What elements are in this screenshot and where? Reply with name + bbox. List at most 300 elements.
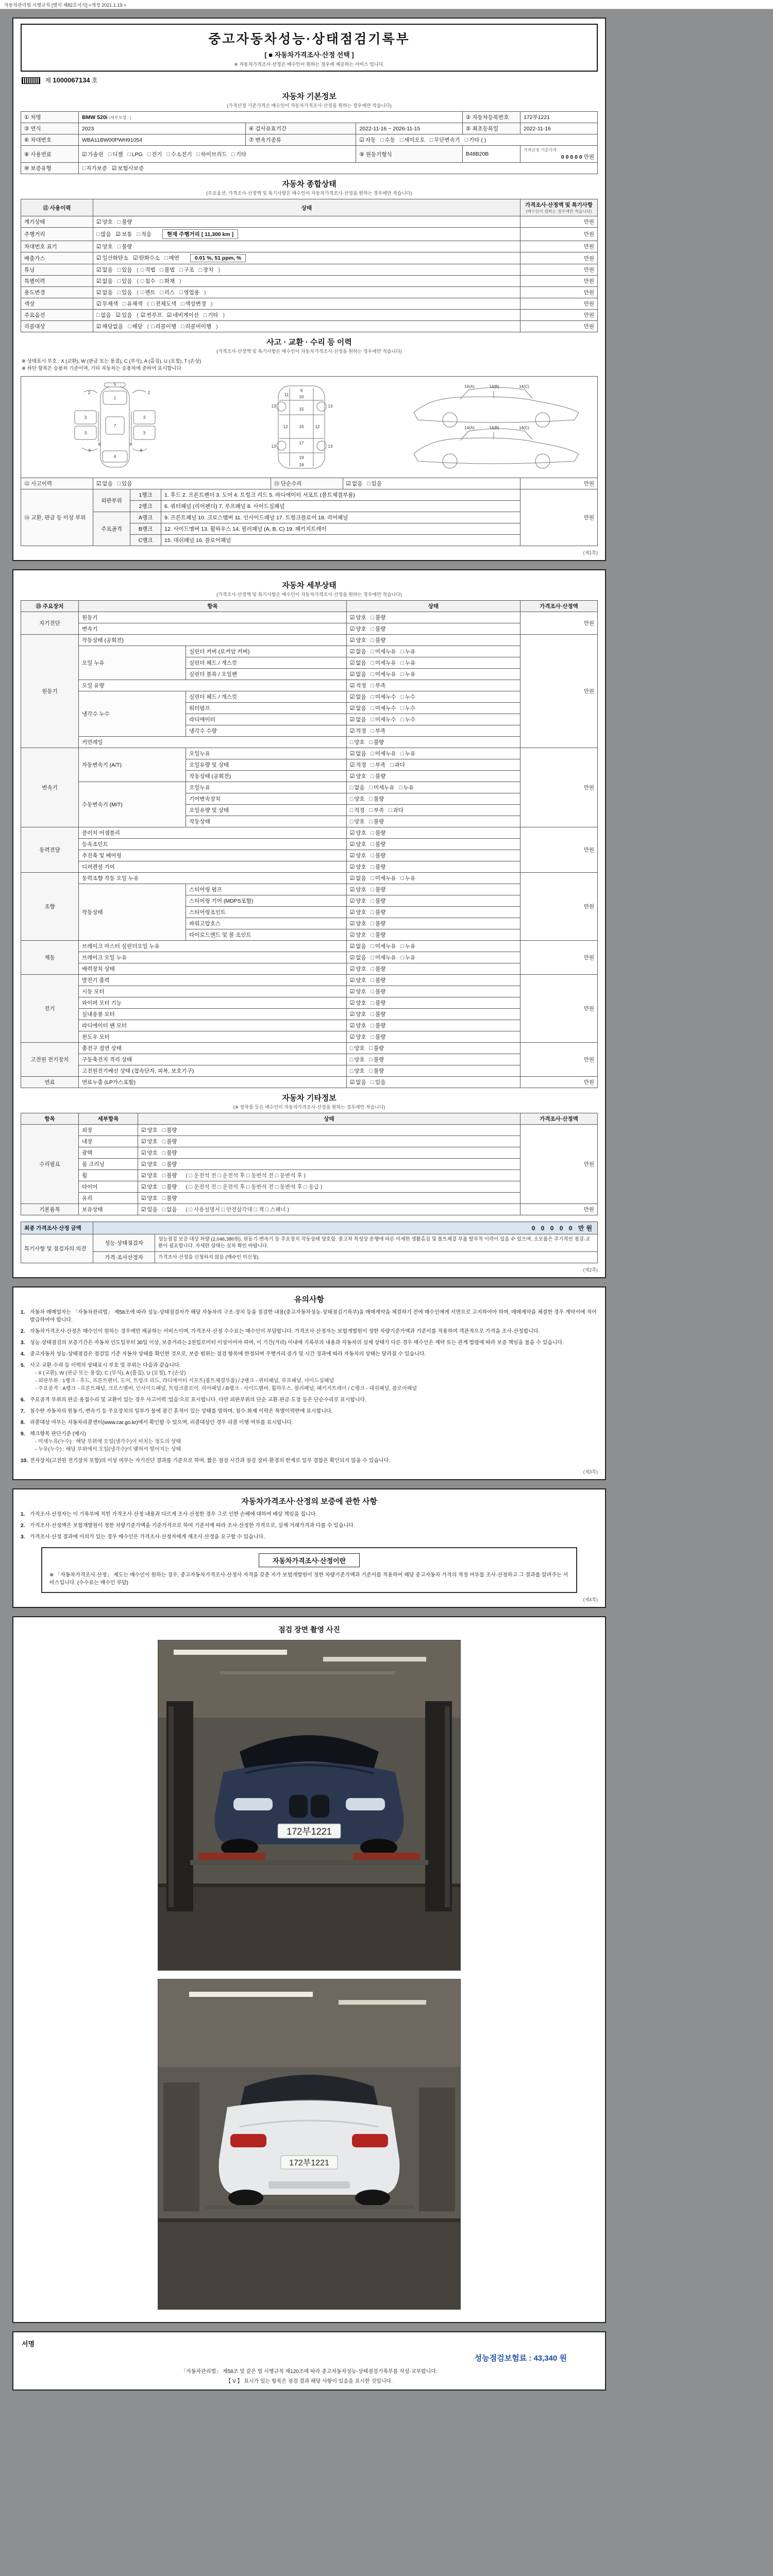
- checkbox-option[interactable]: [350, 887, 366, 893]
- checkbox-option[interactable]: [96, 278, 113, 284]
- checkbox-option[interactable]: [141, 1150, 158, 1156]
- notice-item: [21, 1339, 598, 1347]
- checkbox-option[interactable]: [179, 267, 194, 273]
- item-state: □ 없음 ☑ 있음 ( ☑ 썬루프 ☑ 네비게이션 □ 기타 ): [93, 310, 520, 321]
- checkbox-option[interactable]: [371, 615, 386, 621]
- checkbox-option[interactable]: [350, 875, 366, 882]
- checkbox-option[interactable]: [371, 977, 386, 984]
- detail-table: [21, 600, 598, 1088]
- option-label: 양호: [356, 1022, 366, 1029]
- checkbox-option[interactable]: [160, 290, 175, 296]
- unchecked-box-icon: □: [371, 625, 374, 632]
- checkbox-option[interactable]: [350, 705, 366, 711]
- checkbox-option[interactable]: [371, 864, 386, 870]
- item-label: 브레이크 마스터 실린더오일 누유: [79, 940, 347, 952]
- checkbox-option[interactable]: [123, 301, 143, 307]
- checkbox-option[interactable]: [371, 1000, 386, 1006]
- checkbox-option[interactable]: [350, 989, 366, 995]
- option-label: 자가보증: [86, 165, 107, 172]
- overall-header-state: 상태: [93, 199, 520, 216]
- checkbox-option[interactable]: [160, 267, 175, 273]
- item-label: 차대번호 표기: [21, 241, 93, 252]
- item-label: 리콜대상: [21, 321, 93, 332]
- checkbox-option[interactable]: [350, 943, 366, 950]
- checkbox-option[interactable]: [371, 989, 386, 995]
- checkbox-option[interactable]: [231, 151, 246, 158]
- option-label: 양호: [147, 1172, 158, 1179]
- checkbox-option[interactable]: [350, 728, 366, 734]
- insurance-fee-label: 성능점검보험료: [474, 2354, 527, 2363]
- checkbox-option[interactable]: [380, 137, 395, 143]
- checkbox-option[interactable]: [133, 255, 160, 261]
- checkbox-option[interactable]: [96, 324, 123, 330]
- checkbox-option[interactable]: [401, 649, 416, 655]
- checkbox-option[interactable]: [350, 717, 366, 723]
- option-label: 양호: [356, 931, 366, 938]
- checkbox-option[interactable]: [371, 966, 386, 972]
- checkbox-option[interactable]: [350, 762, 366, 768]
- item-label: 작동상태: [186, 816, 347, 827]
- table-row: [21, 512, 598, 523]
- item-label: 동력조향 작동 오일 누유: [79, 872, 347, 884]
- checkbox-option[interactable]: [350, 1068, 365, 1074]
- option-label: 불량: [166, 1183, 177, 1190]
- checkbox-option[interactable]: [350, 1045, 365, 1052]
- base-price-unit: 만원: [583, 154, 594, 160]
- item-label: 유리: [79, 1192, 138, 1204]
- checkbox-option[interactable]: [160, 278, 175, 284]
- option-label: 자동: [365, 137, 376, 143]
- checkbox-option[interactable]: [371, 875, 396, 882]
- checkbox-option[interactable]: [350, 751, 366, 757]
- checkbox-option[interactable]: [350, 1057, 365, 1063]
- svg-text:13: 13: [271, 403, 276, 409]
- checkbox-option[interactable]: [141, 1195, 158, 1201]
- etc-title: 자동차 기타정보: [282, 1093, 337, 1103]
- option-label: 하이브리드: [200, 151, 227, 158]
- notice-text: 가격조사·산정 결과에 이의가 있는 경우 매수인은 가격조사·산정자에게 재조사·산정을 요구할 수 있습니다.: [30, 1534, 265, 1540]
- checkbox-option[interactable]: [96, 290, 113, 296]
- appraiser-label: 가격·조사산정자: [93, 1252, 155, 1263]
- option-label: 해당없음: [102, 324, 123, 330]
- checkbox-option[interactable]: [401, 751, 416, 757]
- checked-box-icon: ☑: [349, 999, 355, 1006]
- checkbox-option[interactable]: [141, 1161, 158, 1167]
- checkbox-option[interactable]: [346, 481, 363, 487]
- checked-box-icon: ☑: [141, 1161, 146, 1167]
- svg-text:16: 16: [299, 424, 304, 429]
- option-label: 불량: [373, 1056, 384, 1063]
- checkbox-option[interactable]: [162, 1150, 177, 1156]
- checkbox-option[interactable]: [350, 637, 366, 643]
- first-reg-value: 2022-11-16: [520, 123, 598, 134]
- checkbox-option[interactable]: [401, 660, 416, 666]
- checked-box-icon: ☑: [349, 1011, 355, 1018]
- unchecked-box-icon: □: [117, 267, 121, 273]
- checkbox-option[interactable]: [96, 267, 113, 273]
- checkbox-option[interactable]: [350, 683, 366, 689]
- detail-row: [21, 997, 598, 1008]
- detail-row: [21, 872, 598, 884]
- checkbox-option[interactable]: [400, 137, 425, 143]
- checkbox-option[interactable]: [350, 649, 366, 655]
- item-label: 추진축 및 베어링: [79, 850, 347, 861]
- checked-box-icon: ☑: [96, 480, 102, 487]
- checkbox-option[interactable]: [350, 977, 366, 984]
- unchecked-box-icon: □: [162, 1195, 166, 1201]
- checkbox-option[interactable]: [367, 481, 382, 487]
- checkbox-option[interactable]: [350, 796, 365, 802]
- checkbox-option[interactable]: [389, 807, 404, 814]
- checkbox-option[interactable]: [199, 267, 214, 273]
- unchecked-box-icon: □: [371, 705, 374, 711]
- checkbox-option[interactable]: [371, 841, 386, 848]
- checkbox-option[interactable]: [196, 151, 227, 158]
- option-label: 리콜이행: [155, 324, 177, 330]
- car-name-value: [79, 112, 463, 123]
- checkbox-option[interactable]: [369, 1045, 384, 1052]
- checkbox-option[interactable]: [141, 1127, 158, 1133]
- checkbox-option[interactable]: [350, 773, 366, 779]
- checkbox-option[interactable]: [371, 694, 396, 700]
- checkbox-option[interactable]: [371, 626, 386, 632]
- item-state: [346, 759, 520, 770]
- checkbox-option[interactable]: [137, 231, 152, 238]
- checkbox-option[interactable]: [371, 751, 396, 757]
- notice-text: 주요골격 부위의 판금·용접수리 및 교환이 있는 경우 사고이력 '있음'으로 표시합니다. 다만 외판부위의 단순 교환·판금·도장 등은 단순수리로 표시합니다.: [30, 1397, 367, 1403]
- checkbox-option[interactable]: [350, 1034, 366, 1040]
- checkbox-option[interactable]: [350, 853, 366, 859]
- unchecked-box-icon: □: [349, 1056, 354, 1063]
- checkbox-option[interactable]: [151, 301, 176, 307]
- option-label: 있음: [122, 312, 132, 318]
- checkbox-option[interactable]: [371, 853, 386, 859]
- checkbox-option[interactable]: [430, 137, 460, 143]
- checkbox-option[interactable]: [82, 151, 104, 158]
- checkbox-option[interactable]: [371, 1011, 386, 1018]
- notice-number: 5.: [21, 1363, 25, 1369]
- checkbox-option[interactable]: [128, 324, 143, 330]
- checkbox-option[interactable]: [371, 660, 396, 666]
- option-label: 양호: [354, 739, 365, 745]
- basic-info-title: 자동차 기본정보: [282, 92, 337, 101]
- option-label: 불량: [122, 219, 132, 225]
- checkbox-option[interactable]: [371, 955, 396, 961]
- unchecked-box-icon: □: [369, 739, 373, 745]
- checkbox-option[interactable]: [117, 267, 132, 273]
- option-label: 없음: [356, 1079, 366, 1086]
- checkbox-option[interactable]: [350, 819, 365, 825]
- checkbox-option[interactable]: [350, 1011, 366, 1018]
- checkbox-option[interactable]: [350, 966, 366, 972]
- checkbox-option[interactable]: [162, 1173, 177, 1179]
- notice-item: [21, 1362, 598, 1393]
- checkbox-option[interactable]: [465, 137, 486, 143]
- checkbox-option[interactable]: [371, 909, 386, 916]
- notice-text: 중고자동차 성능·상태점검은 점검일 기준 자동차 상태를 확인한 것으로, 보증 범위는 점검 항목에 한정되며 주행거리 증가 및 시간 경과에 따라 자동차의 상태는 달라질 수 있습니다.: [30, 1351, 426, 1358]
- notice-text: 성능·상태점검의 보증기간은 자동차 인도일부터 30일 이상, 보증거리는 2천킬로미터 이상이어야 하며, 이 기간(거리) 이내에 기록부의 내용과 자동차의 실제 상태가 다른 경우 매수인은 계약 또는 관계 법령에 따라 보증 책임을 물을 수 있습니다.: [30, 1340, 564, 1346]
- checkbox-option[interactable]: [401, 955, 416, 961]
- item-label: 실린더 블록 / 오일팬: [186, 668, 347, 680]
- checkbox-option[interactable]: [401, 875, 416, 882]
- checkbox-option[interactable]: [147, 151, 162, 158]
- checkbox-option[interactable]: [141, 1207, 158, 1213]
- checkbox-option[interactable]: [371, 728, 386, 734]
- option-label: 누유: [405, 671, 416, 677]
- item-label: 휠: [79, 1170, 138, 1181]
- option-label: 없음: [102, 267, 113, 273]
- checkbox-option[interactable]: [151, 324, 176, 330]
- item-state: [138, 1170, 520, 1181]
- checkbox-option[interactable]: [350, 694, 366, 700]
- checkbox-option[interactable]: [162, 1195, 177, 1201]
- checkbox-option[interactable]: [350, 841, 366, 848]
- checkbox-option[interactable]: [350, 909, 366, 916]
- checkbox-option[interactable]: [359, 137, 376, 143]
- checkbox-option[interactable]: [350, 932, 366, 938]
- checkbox-option[interactable]: [204, 312, 219, 318]
- checkbox-option[interactable]: [350, 785, 365, 791]
- option-label: 영업용: [183, 290, 199, 296]
- checkbox-option[interactable]: [116, 231, 132, 238]
- checkbox-option[interactable]: [350, 955, 366, 961]
- option-label: 없음: [356, 659, 366, 666]
- checkbox-option[interactable]: [117, 219, 132, 225]
- checkbox-option[interactable]: [390, 762, 405, 768]
- checkbox-option[interactable]: [167, 151, 192, 158]
- option-label: 수동: [384, 137, 395, 143]
- price-cell: 만원: [520, 287, 598, 298]
- checked-box-icon: ☑: [96, 267, 102, 273]
- overall-row: [21, 287, 598, 298]
- checkbox-option[interactable]: [371, 1023, 386, 1029]
- checkbox-option[interactable]: [141, 1184, 158, 1190]
- extra-value: 0.01 %, 51 ppm, %: [190, 254, 246, 262]
- checkbox-option[interactable]: [371, 1079, 386, 1086]
- checkbox-option[interactable]: [117, 481, 132, 487]
- checkbox-option[interactable]: [401, 694, 416, 700]
- detail-row: [21, 986, 598, 997]
- checked-box-icon: ☑: [115, 231, 121, 238]
- item-state: [346, 952, 520, 963]
- checked-box-icon: ☑: [349, 1033, 355, 1040]
- price-cell: 만원: [520, 974, 598, 1042]
- checkbox-option[interactable]: [371, 921, 386, 927]
- option-label: 기타: [236, 151, 247, 158]
- checkbox-option[interactable]: [350, 626, 366, 632]
- checkbox-option[interactable]: [96, 219, 113, 225]
- option-label: 불량: [373, 1067, 384, 1074]
- option-label: 불량: [375, 931, 386, 938]
- checkbox-option[interactable]: [399, 785, 414, 791]
- checkbox-option[interactable]: [96, 312, 111, 318]
- checkbox-option[interactable]: [369, 819, 384, 825]
- reg-no-value: 172부1221: [520, 112, 598, 123]
- option-label: 적정: [356, 682, 366, 689]
- checkbox-option[interactable]: [141, 278, 156, 284]
- checkbox-option[interactable]: [128, 151, 143, 158]
- checkbox-option[interactable]: [371, 649, 396, 655]
- checked-box-icon: ☑: [349, 977, 355, 984]
- checkbox-option[interactable]: [141, 1173, 158, 1179]
- checkbox-option[interactable]: [371, 943, 396, 950]
- checkbox-option[interactable]: [141, 267, 156, 273]
- checkbox-option[interactable]: [350, 807, 365, 814]
- checkbox-option[interactable]: [350, 1000, 366, 1006]
- checkbox-option[interactable]: [350, 660, 366, 666]
- svg-text:14(C): 14(C): [518, 425, 530, 430]
- svg-text:3: 3: [84, 415, 87, 420]
- checkbox-option[interactable]: [371, 773, 386, 779]
- checkbox-option[interactable]: [181, 324, 211, 330]
- checkbox-option[interactable]: [371, 671, 396, 677]
- checked-box-icon: ☑: [349, 897, 355, 904]
- checkbox-option[interactable]: [141, 312, 162, 318]
- unchecked-box-icon: □: [371, 682, 374, 689]
- option-label: 미세누유: [375, 659, 396, 666]
- checkbox-option[interactable]: [369, 1057, 384, 1063]
- detail-row: [21, 1136, 598, 1147]
- checkbox-option[interactable]: [371, 830, 386, 836]
- item-state: [346, 1031, 520, 1042]
- checkbox-option[interactable]: [401, 671, 416, 677]
- checkbox-option[interactable]: [350, 615, 366, 621]
- checkbox-option[interactable]: [401, 705, 416, 711]
- checkbox-option[interactable]: [141, 290, 156, 296]
- checkbox-option[interactable]: [96, 244, 113, 250]
- checkbox-option[interactable]: [350, 898, 366, 904]
- checkbox-option[interactable]: [371, 1034, 386, 1040]
- unchecked-box-icon: □: [349, 818, 354, 825]
- checkbox-option[interactable]: [369, 785, 395, 791]
- checkbox-option[interactable]: [371, 898, 386, 904]
- option-label: 매연: [169, 255, 179, 261]
- checkbox-option[interactable]: [181, 301, 206, 307]
- checkbox-option[interactable]: [162, 1207, 177, 1213]
- checkbox-option[interactable]: [350, 864, 366, 870]
- checkbox-option[interactable]: [371, 762, 386, 768]
- checkbox-option[interactable]: [167, 312, 199, 318]
- unchecked-box-icon: □: [371, 920, 374, 927]
- checkbox-option[interactable]: [371, 637, 386, 643]
- option-label: 리스: [164, 290, 175, 296]
- checkbox-option[interactable]: [96, 231, 111, 238]
- detail-row: [21, 634, 598, 646]
- checkbox-option[interactable]: [112, 165, 144, 172]
- notice-item: [21, 1430, 598, 1453]
- checkbox-option[interactable]: [116, 312, 132, 318]
- accident-history-options: [93, 478, 271, 489]
- option-label: 없음: [356, 716, 366, 723]
- checkbox-option[interactable]: [162, 1184, 177, 1190]
- checkbox-option[interactable]: [369, 807, 384, 814]
- checkbox-option[interactable]: [350, 1023, 366, 1029]
- checkbox-option[interactable]: [117, 244, 132, 250]
- checkbox-option[interactable]: [401, 717, 416, 723]
- table-header-row: [21, 1113, 598, 1124]
- option-label: 불량: [373, 818, 384, 825]
- checked-box-icon: ☑: [349, 920, 355, 927]
- checkbox-option[interactable]: [164, 255, 179, 261]
- checkbox-option[interactable]: [371, 683, 386, 689]
- checkbox-option[interactable]: [350, 671, 366, 677]
- checkbox-option[interactable]: [371, 717, 396, 723]
- item-state: [346, 918, 520, 929]
- extra-value: 현재 주행거리 [ 11,300 km ]: [162, 229, 238, 239]
- form-subtitle: [ ■ 자동차가격조사·산정 선택 ]: [264, 51, 354, 59]
- unchecked-box-icon: □: [160, 267, 163, 273]
- checkbox-option[interactable]: [162, 1161, 177, 1167]
- option-label: 수소전기: [171, 151, 192, 158]
- item-label: 기어변속장치: [186, 793, 347, 804]
- docno-suffix: 호: [91, 77, 98, 84]
- option-label: 누유: [405, 648, 416, 655]
- option-label: 양호: [354, 795, 365, 802]
- checked-box-icon: ☑: [349, 875, 355, 882]
- checkbox-option[interactable]: [350, 1079, 366, 1086]
- checkbox-option[interactable]: [162, 1139, 177, 1145]
- option-label: 전기: [152, 151, 162, 158]
- option-label: 누수: [405, 705, 416, 711]
- checkbox-option[interactable]: [369, 739, 384, 745]
- detail-row: [21, 680, 598, 691]
- checkbox-option[interactable]: [96, 301, 118, 307]
- option-label: 없음: [356, 648, 366, 655]
- unchecked-box-icon: □: [371, 909, 374, 916]
- checkbox-option[interactable]: [108, 151, 123, 158]
- unchecked-box-icon: □: [151, 324, 155, 330]
- extra-options: ( □ 사용설명서 □ 안전삼각대 □ 잭 □ 스패너 ): [186, 1206, 290, 1213]
- checkbox-option[interactable]: [350, 739, 365, 745]
- item-label: 오일누유: [186, 782, 347, 793]
- detail-row: [21, 1076, 598, 1088]
- item-state: [138, 1181, 520, 1192]
- checkbox-option[interactable]: [369, 796, 384, 802]
- checkbox-option[interactable]: [401, 943, 416, 950]
- overall-title: 자동차 종합상태: [282, 180, 337, 189]
- item-label: 실내송풍 모터: [79, 1008, 347, 1020]
- checkbox-option[interactable]: [82, 165, 107, 172]
- insurance-fee-unit: 원: [559, 2354, 567, 2363]
- checkbox-option[interactable]: [96, 255, 128, 261]
- svg-text:6: 6: [140, 448, 143, 453]
- checkbox-option[interactable]: [117, 278, 132, 284]
- checkbox-option[interactable]: [162, 1127, 177, 1133]
- checkbox-option[interactable]: [179, 290, 199, 296]
- checkbox-option[interactable]: [371, 932, 386, 938]
- unchecked-box-icon: □: [369, 1045, 373, 1052]
- checkbox-option[interactable]: [141, 1139, 158, 1145]
- form-header-note: ※ 자동차가격조사·산정은 매수인이 원하는 경우에 제공하는 서비스 입니다.: [234, 62, 384, 67]
- svg-text:10: 10: [299, 394, 304, 399]
- checkbox-option[interactable]: [371, 887, 386, 893]
- checkbox-option[interactable]: [369, 1068, 384, 1074]
- checkbox-option[interactable]: [96, 481, 113, 487]
- checkbox-option[interactable]: [350, 921, 366, 927]
- option-label: 많음: [100, 231, 111, 238]
- unchecked-box-icon: □: [162, 1127, 166, 1133]
- checkbox-option[interactable]: [371, 705, 396, 711]
- form-title: 중고자동차성능·상태점검기록부: [208, 32, 410, 46]
- option-label: LPG: [131, 151, 143, 158]
- option-label: 없음: [356, 875, 366, 882]
- engine-value: B48B20B: [463, 146, 520, 163]
- checkbox-option[interactable]: [350, 830, 366, 836]
- detail-header-item: 항목: [79, 600, 347, 612]
- item-state: [138, 1204, 520, 1215]
- checkbox-option[interactable]: [117, 290, 132, 296]
- item-state: [346, 940, 520, 952]
